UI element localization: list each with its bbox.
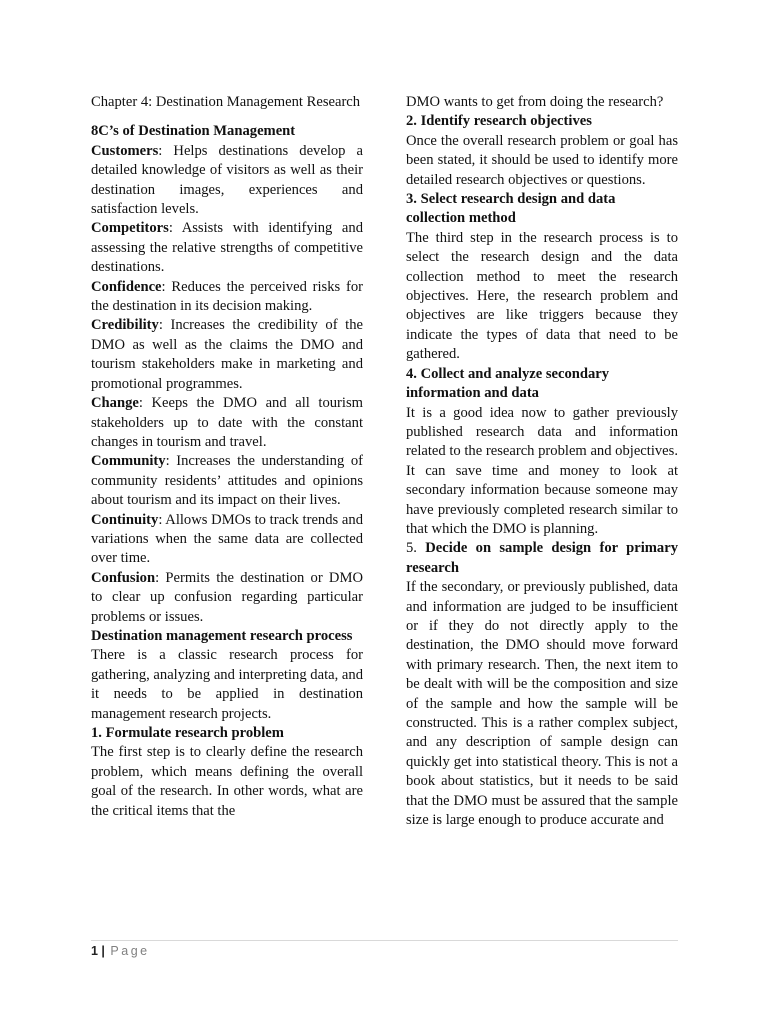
process-heading: Destination management research process	[91, 627, 353, 644]
c-text: : Permits the destination or DMO to clear up confusion regarding particular problems or issues.	[91, 569, 363, 625]
step1-heading: 1. Formulate research problem	[91, 725, 284, 741]
section-heading: 8C’s of Destination Management	[91, 123, 296, 140]
step4-heading: 4. Collect and analyze secondary information and data	[406, 365, 610, 402]
page-label: Page	[110, 944, 150, 958]
step1-continued: DMO wants to get from doing the research?	[406, 94, 664, 110]
left-column	[91, 93, 363, 821]
step5-heading-line	[406, 539, 678, 578]
c-item-confidence	[91, 278, 363, 317]
step3-text: The third step in the research process is to select the research design and the data collection method to meet the research objectives. Here, the research problem and objectives are like triggers because they indicate the types of data that need to be gathered.	[406, 229, 678, 363]
c-item-credibility	[91, 316, 363, 394]
chapter-title: Chapter 4: Destination Management Research	[91, 94, 361, 110]
c-term: Community	[91, 453, 166, 470]
c-text: : Reduces the perceived risks for the destination in its decision making.	[91, 278, 363, 315]
c-item-confusion	[91, 569, 363, 627]
c-text: : Assists with identifying and assessing the relative strengths of competitive destinations.	[91, 220, 363, 276]
step1-text: The first step is to clearly define the research problem, which means defining the overall goal of the research. In other words, what are the critical items that the	[91, 744, 363, 819]
c-text: : Increases the credibility of the DMO as well as the claims the DMO and tourism stakeholders make in marketing and promotional programmes.	[91, 317, 363, 392]
c-term: Confidence	[91, 278, 162, 295]
right-column	[406, 93, 678, 830]
step5-number: 5.	[406, 540, 426, 557]
c-text: : Allows DMOs to track trends and variations when the same data are collected over time.	[91, 511, 363, 567]
c-term: Continuity	[91, 511, 159, 528]
step4-text: It is a good idea now to gather previously published research data and information related to the research problem and objectives. It can save time and money to look at secondary information because someone may have previously completed research similar to that which the DMO is planning.	[406, 404, 678, 537]
page-footer	[91, 940, 678, 958]
step2-heading: 2. Identify research objectives	[406, 113, 592, 130]
page-number: 1	[91, 944, 98, 958]
c-item-customers	[91, 142, 363, 220]
step2-text: Once the overall research problem or goal has been stated, it should be used to identify more detailed research objectives or questions.	[406, 132, 678, 188]
c-item-community	[91, 452, 363, 510]
c-item-change	[91, 394, 363, 452]
c-text: : Helps destinations develop a detailed knowledge of visitors as well as their destination images, experiences and satisfaction levels.	[91, 142, 363, 218]
c-term: Competitors	[91, 220, 169, 237]
step3-heading: 3. Select research design and data collection method	[406, 191, 616, 227]
c-text: : Keeps the DMO and all tourism stakeholders up to date with the constant changes in tourism and travel.	[91, 395, 363, 450]
step5-text: If the secondary, or previously published, data and information are judged to be insufficient or if they do not directly apply to the destination, the DMO should move forward with primary research. Then, the next item to be dealt with will be the composition and size of the sample and how the sample will be constructed. This is a rather complex subject, and any description of sample design can quickly get into statistical theory. This is not a book about statistics, but it needs to be said that the DMO must be assured that the sample size is large enough to produce accurate and	[406, 579, 678, 829]
step5-heading: Decide on sample design for primary research	[406, 540, 678, 576]
c-term: Change	[91, 395, 139, 412]
c-term: Confusion	[91, 569, 156, 586]
c-text: : Increases the understanding of community residents’ attitudes and opinions about tourism and its impact on their lives.	[91, 453, 363, 509]
page-separator: |	[97, 944, 109, 958]
c-term: Customers	[91, 142, 159, 159]
c-term: Credibility	[91, 317, 159, 334]
c-item-competitors	[91, 219, 363, 277]
process-intro: There is a classic research process for gathering, analyzing and interpreting data, and it needs to be applied in destination management research projects.	[91, 647, 363, 722]
c-item-continuity	[91, 511, 363, 569]
